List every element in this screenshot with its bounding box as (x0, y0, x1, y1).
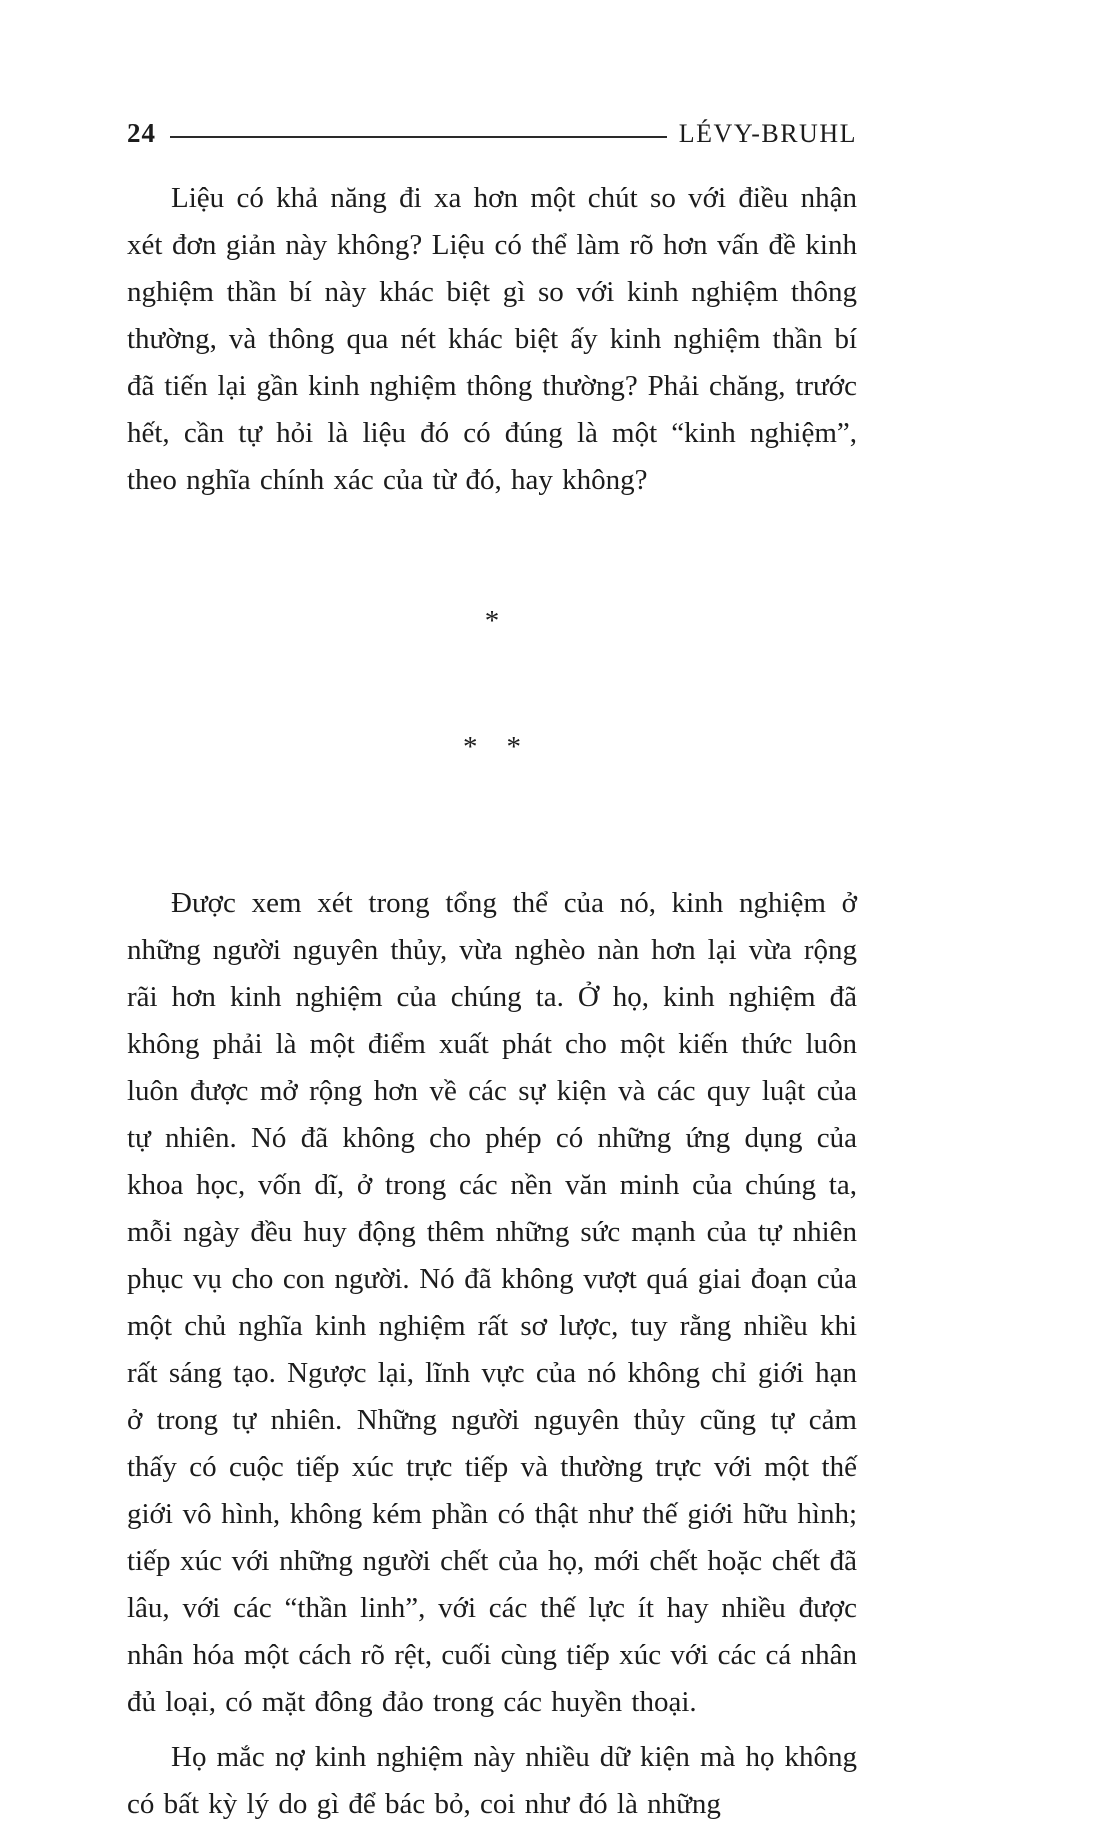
page-number: 24 (127, 118, 156, 148)
paragraph-1: Liệu có khả năng đi xa hơn một chút so với điều nhận xét đơn giản này không? Liệu có thể làm rõ hơn vấn đề kinh nghiệm thần bí này khác biệt gì so với kinh nghiệm thông thường, và thông qua nét khác biệt ấy kinh nghiệm thần bí đã tiến lại gần kinh nghiệm thông thường? Phải chăng, trước hết, cần tự hỏi là liệu đó có đúng là một “kinh nghiệm”, theo nghĩa chính xác của từ đó, hay không? (127, 182, 857, 496)
separator-line-1: * (484, 605, 500, 637)
paragraph-2: Được xem xét trong tổng thể của nó, kinh nghiệm ở những người nguyên thủy, vừa nghèo nàn hơn lại vừa rộng rãi hơn kinh nghiệm của chúng ta. Ở họ, kinh nghiệm đã không phải là một điểm xuất phát cho một kiến thức luôn luôn được mở rộng hơn về các sự kiện và các quy luật của tự nhiên. Nó đã không cho phép có những ứng dụng của khoa học, vốn dĩ, ở trong các nền văn minh của chúng ta, mỗi ngày đều huy động thêm những sức mạnh của tự nhiên phục vụ cho con người. Nó đã không vượt quá giai đoạn của một chủ nghĩa kinh nghiệm rất sơ lược, tuy rằng nhiều khi rất sáng tạo. Ngược lại, lĩnh vực của nó không chỉ giới hạn ở trong tự nhiên. Những người nguyên thủy cũng tự cảm thấy có cuộc tiếp xúc trực tiếp và thường trực với một thế giới vô hình, không kém phần có thật như thế giới hữu hình; tiếp xúc với những người chết của họ, mới chết hoặc chết đã lâu, với các “thần linh”, với các thế lực ít hay nhiều được nhân hóa một cách rõ rệt, cuối cùng tiếp xúc với các cá nhân đủ loại, có mặt đông đảo trong các huyền thoại. (127, 887, 857, 1718)
header-rule (170, 136, 667, 138)
separator-line-2: * * (463, 731, 521, 763)
running-title: LÉVY-BRUHL (678, 118, 857, 148)
asterisk-separator (127, 516, 857, 852)
page-header (127, 118, 857, 149)
paragraph-3: Họ mắc nợ kinh nghiệm này nhiều dữ kiện mà họ không có bất kỳ lý do gì để bác bỏ, coi như đó là những (127, 1741, 857, 1820)
